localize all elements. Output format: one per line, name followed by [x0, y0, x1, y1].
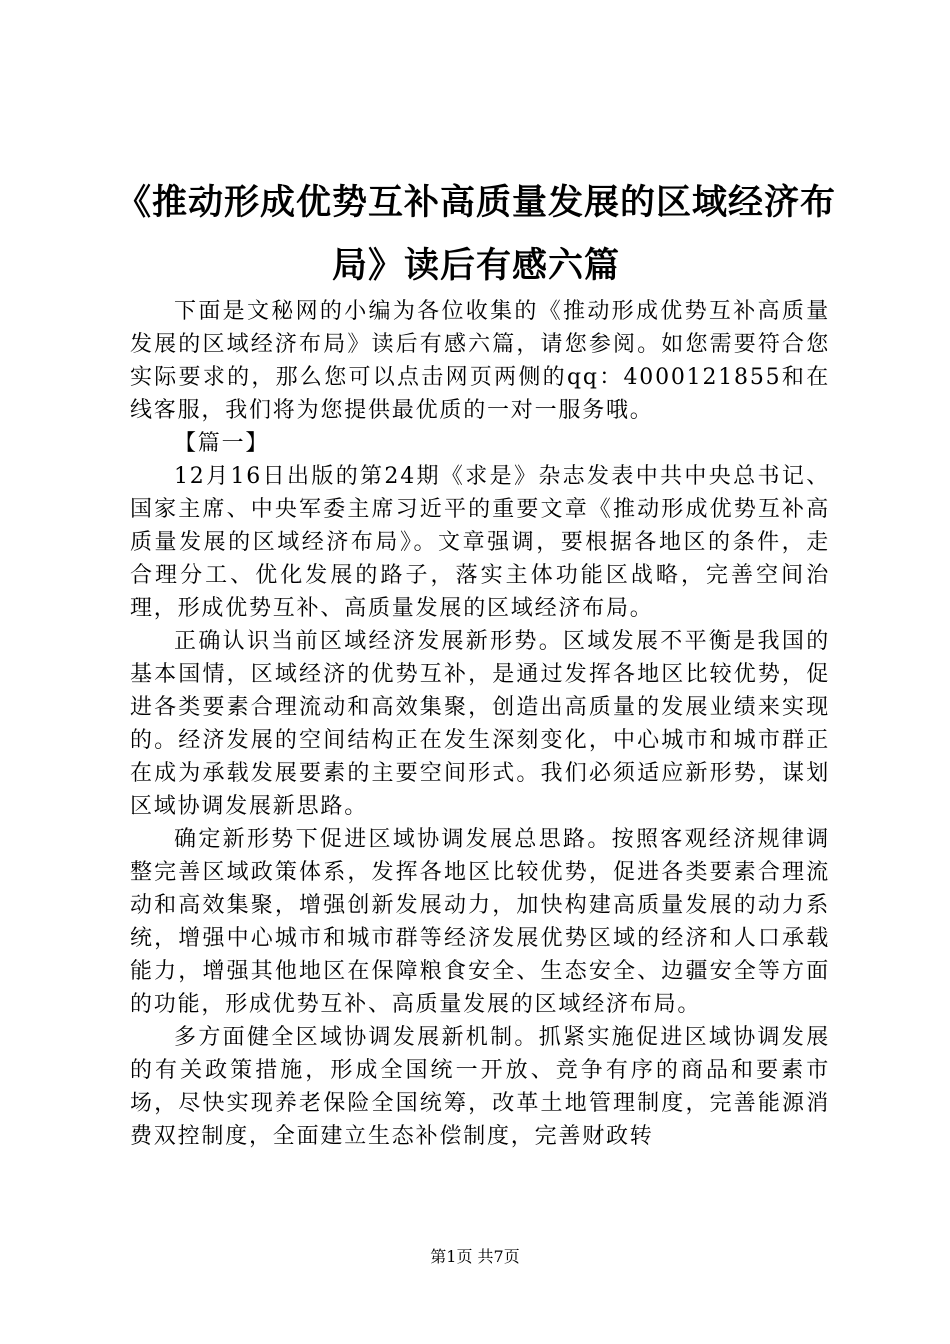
intro-paragraph: 下面是文秘网的小编为各位收集的《推动形成优势互补高质量发展的区域经济布局》读后有感六篇，请您参阅。如您需要符合您实际要求的，那么您可以点击网页两侧的qq：4000121855和在线客服，我们将为您提供最优质的一对一服务哦。 [130, 299, 830, 423]
section-heading: 【篇一】 [174, 431, 270, 456]
title-line-1: 《推动形成优势互补高质量发展的区域经济布 [115, 183, 836, 223]
body-paragraph: 多方面健全区域协调发展新机制。抓紧实施促进区域协调发展的有关政策措施，形成全国统一开放、竞争有序的商品和要素市场，尽快实现养老保险全国统筹，改革土地管理制度，完善能源消费双控制度，全面建立生态补偿制度，完善财政转 [130, 1025, 830, 1149]
document-body [130, 295, 830, 1153]
title-line-2: 局》读后有感六篇 [331, 246, 620, 286]
body-paragraph: 正确认识当前区域经济发展新形势。区域发展不平衡是我国的基本国情，区域经济的优势互补，是通过发挥各地区比较优势，促进各类要素合理流动和高效集聚，创造出高质量的发展业绩来实现的。经济发展的空间结构正在发生深刻变化，中心城市和城市群正在成为承载发展要素的主要空间形式。我们必须适应新形势，谋划区域协调发展新思路。 [130, 629, 830, 819]
page-footer: 第1页 共7页 [430, 1247, 520, 1266]
document-title [110, 183, 842, 286]
body-paragraph: 确定新形势下促进区域协调发展总思路。按照客观经济规律调整完善区域政策体系，发挥各地区比较优势，促进各类要素合理流动和高效集聚，增强创新发展动力，加快构建高质量发展的动力系统，增强中心城市和城市群等经济发展优势区域的经济和人口承载能力，增强其他地区在保障粮食安全、生态安全、边疆安全等方面的功能，形成优势互补、高质量发展的区域经济布局。 [130, 827, 830, 1017]
body-paragraph: 12月16日出版的第24期《求是》杂志发表中共中央总书记、国家主席、中央军委主席习近平的重要文章《推动形成优势互补高质量发展的区域经济布局》。文章强调，要根据各地区的条件，走合理分工、优化发展的路子，落实主体功能区战略，完善空间治理，形成优势互补、高质量发展的区域经济布局。 [130, 464, 830, 621]
